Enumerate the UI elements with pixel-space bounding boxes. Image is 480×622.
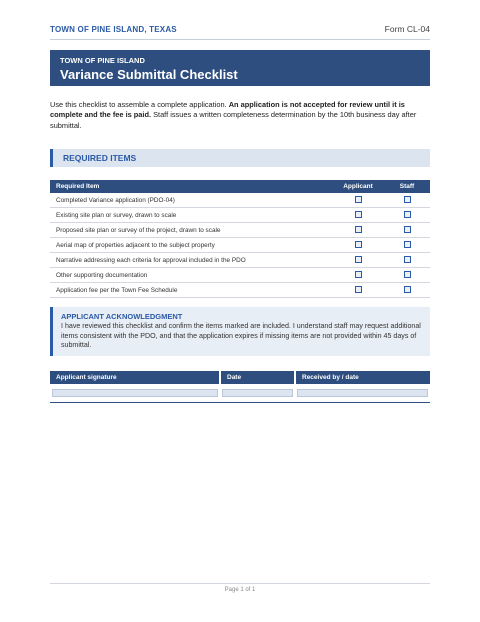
column-header-received-by: Received by / date (295, 371, 430, 384)
document-header (50, 24, 430, 40)
staff-cell (384, 283, 430, 298)
applicant-checkbox[interactable] (355, 286, 362, 293)
table-row (50, 238, 430, 253)
staff-checkbox[interactable] (404, 241, 411, 248)
signature-header-row (50, 371, 430, 384)
signature-table (50, 371, 430, 403)
column-header-staff: Staff (384, 180, 430, 193)
staff-cell (384, 223, 430, 238)
column-header-date: Date (220, 371, 295, 384)
item-label: Existing site plan or survey, drawn to scale (50, 208, 332, 223)
staff-checkbox[interactable] (404, 196, 411, 203)
signature-cell (50, 384, 220, 403)
column-header-item: Required Item (50, 180, 332, 193)
acknowledgment-title: APPLICANT ACKNOWLEDGMENT (61, 312, 183, 321)
applicant-checkbox[interactable] (355, 271, 362, 278)
table-row (50, 283, 430, 298)
required-items-table (50, 180, 430, 298)
staff-cell (384, 208, 430, 223)
applicant-cell (332, 208, 384, 223)
banner-kicker: TOWN OF PINE ISLAND (60, 56, 145, 65)
intro-bold: An application is not accepted for review until it is complete and the fee is paid. (50, 100, 405, 120)
date-cell (220, 384, 295, 403)
applicant-cell (332, 268, 384, 283)
table-row (50, 193, 430, 208)
section-heading: REQUIRED ITEMS (50, 149, 430, 167)
column-header-applicant: Applicant (332, 180, 384, 193)
staff-checkbox[interactable] (404, 256, 411, 263)
page-number: Page 1 of 1 (224, 587, 256, 593)
item-label: Aerial map of properties adjacent to the subject property (50, 238, 332, 253)
signature-row (50, 384, 430, 403)
item-label: Other supporting documentation (50, 268, 332, 283)
staff-checkbox[interactable] (404, 226, 411, 233)
item-label: Application fee per the Town Fee Schedule (50, 283, 332, 298)
intro-paragraph (50, 100, 432, 131)
applicant-cell (332, 238, 384, 253)
town-name: TOWN OF PINE ISLAND, TEXAS (50, 25, 177, 34)
intro-lead: Use this checklist to assemble a complete application. (50, 100, 229, 109)
footer-divider (50, 583, 430, 584)
acknowledgment-text: I have reviewed this checklist and confirm the items marked are included. I understand staff may request additional items consistent with the PDO, and that the application expires if missing items are not provided within 45 days of submittal. (61, 322, 421, 350)
applicant-cell (332, 253, 384, 268)
applicant-checkbox[interactable] (355, 226, 362, 233)
title-banner (50, 50, 430, 86)
received-by-field[interactable] (297, 389, 428, 397)
item-label: Completed Variance application (PDO-04) (50, 193, 332, 208)
applicant-checkbox[interactable] (355, 241, 362, 248)
form-number: Form CL-04 (384, 24, 430, 34)
staff-cell (384, 268, 430, 283)
acknowledgment-box (50, 307, 430, 356)
applicant-checkbox[interactable] (355, 196, 362, 203)
table-row (50, 268, 430, 283)
item-label: Proposed site plan or survey of the project, drawn to scale (50, 223, 332, 238)
intro-tail: Staff issues a written completeness determination by the 10th business day after submittal. (50, 110, 417, 130)
staff-cell (384, 193, 430, 208)
staff-checkbox[interactable] (404, 211, 411, 218)
item-label: Narrative addressing each criteria for approval included in the PDO (50, 253, 332, 268)
column-header-applicant-signature: Applicant signature (50, 371, 220, 384)
table-row (50, 208, 430, 223)
received-cell (295, 384, 430, 403)
applicant-cell (332, 223, 384, 238)
staff-cell (384, 238, 430, 253)
staff-checkbox[interactable] (404, 271, 411, 278)
table-row (50, 223, 430, 238)
page-title: Variance Submittal Checklist (60, 67, 238, 82)
staff-cell (384, 253, 430, 268)
staff-checkbox[interactable] (404, 286, 411, 293)
date-field[interactable] (222, 389, 293, 397)
table-row (50, 253, 430, 268)
applicant-checkbox[interactable] (355, 256, 362, 263)
table-header-row (50, 180, 430, 193)
applicant-signature-field[interactable] (52, 389, 218, 397)
applicant-cell (332, 193, 384, 208)
applicant-checkbox[interactable] (355, 211, 362, 218)
applicant-cell (332, 283, 384, 298)
